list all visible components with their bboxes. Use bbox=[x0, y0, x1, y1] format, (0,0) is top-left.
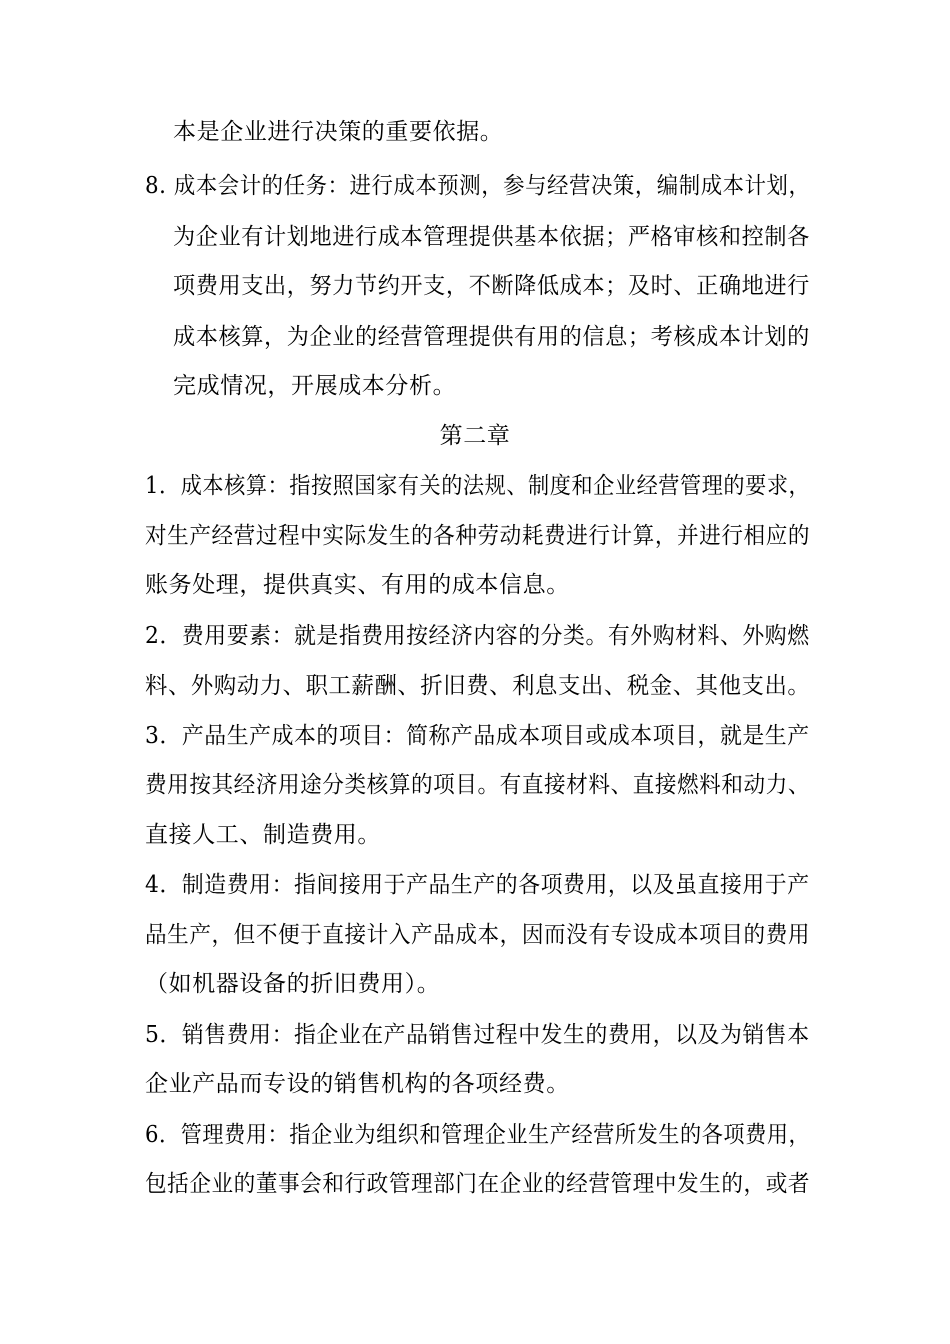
text-line: 项费用支出，努力节约开支，不断降低成本；及时、正确地进行 bbox=[173, 273, 810, 299]
text-line: 费用按其经济用途分类核算的项目。有直接材料、直接燃料和动力、 bbox=[145, 772, 811, 798]
text-line: 包括企业的董事会和行政管理部门在企业的经营管理中发生的，或者 bbox=[145, 1171, 811, 1197]
list-item-heading: 2．费用要素：就是指费用按经济内容的分类。有外购材料、外购燃 bbox=[145, 623, 810, 649]
text-line: 直接人工、制造费用。 bbox=[145, 822, 381, 848]
list-item-heading: 8. 成本会计的任务：进行成本预测，参与经营决策，编制成本计划， bbox=[145, 173, 811, 199]
text-line: （如机器设备的折旧费用）。 bbox=[145, 971, 441, 997]
text-line: 完成情况，开展成本分析。 bbox=[173, 373, 457, 399]
list-item-heading: 6．管理费用：指企业为组织和管理企业生产经营所发生的各项费用， bbox=[145, 1122, 811, 1148]
text-line: 为企业有计划地进行成本管理提供基本依据；严格审核和控制各 bbox=[173, 224, 810, 250]
text-line: 本是企业进行决策的重要依据。 bbox=[173, 119, 504, 145]
list-item-heading: 1．成本核算：指按照国家有关的法规、制度和企业经营管理的要求， bbox=[145, 473, 811, 499]
text-line: 料、外购动力、职工薪酬、折旧费、利息支出、税金、其他支出。 bbox=[145, 673, 811, 699]
text-line: 账务处理，提供真实、有用的成本信息。 bbox=[145, 572, 570, 598]
text-line: 企业产品而专设的销售机构的各项经费。 bbox=[145, 1071, 570, 1097]
text-line: 成本核算，为企业的经营管理提供有用的信息；考核成本计划的 bbox=[173, 324, 810, 350]
list-item-heading: 3．产品生产成本的项目：简称产品成本项目或成本项目，就是生产 bbox=[145, 723, 810, 749]
chapter-title: 第二章 bbox=[439, 423, 511, 449]
text-line: 对生产经营过程中实际发生的各种劳动耗费进行计算，并进行相应的 bbox=[145, 523, 811, 549]
list-item-heading: 4．制造费用：指间接用于产品生产的各项费用，以及虽直接用于产 bbox=[145, 872, 810, 898]
list-item-heading: 5．销售费用：指企业在产品销售过程中发生的费用，以及为销售本 bbox=[145, 1022, 810, 1048]
text-line: 品生产，但不便于直接计入产品成本，因而没有专设成本项目的费用 bbox=[145, 922, 811, 948]
